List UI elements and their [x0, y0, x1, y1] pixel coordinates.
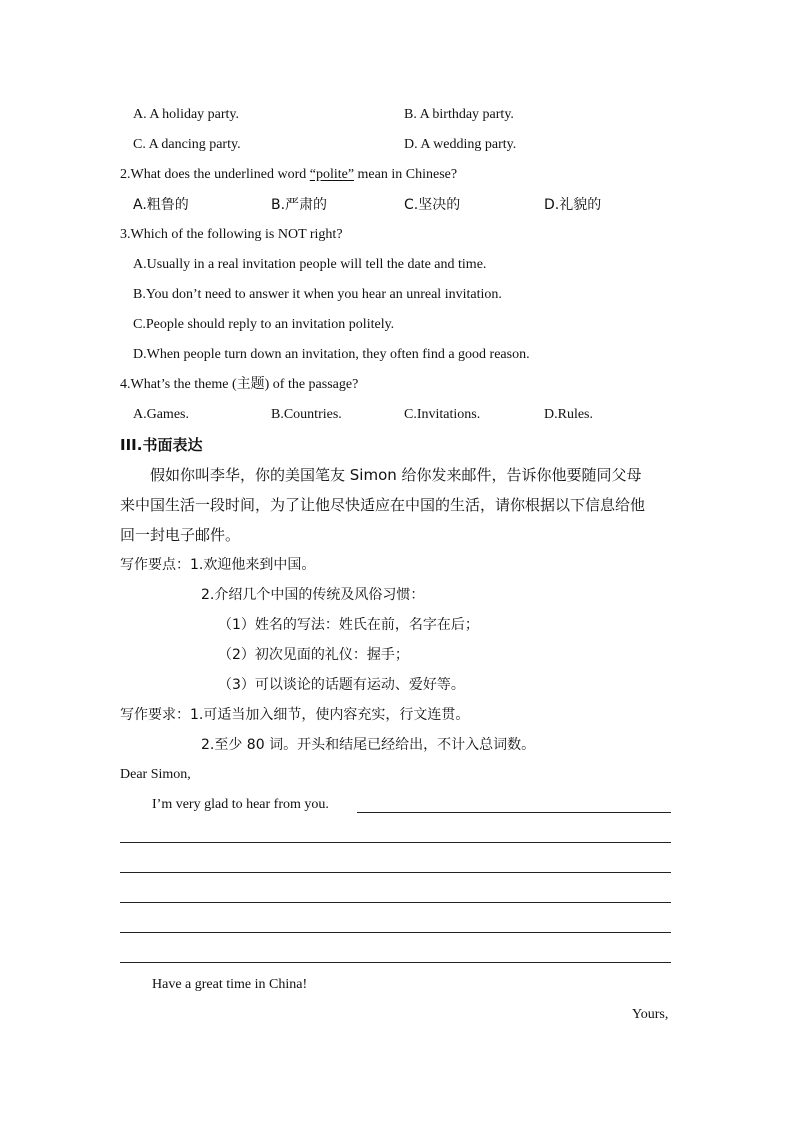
- q1-option-c: C. A dancing party.: [133, 137, 241, 152]
- point-2: 2.介绍几个中国的传统及风俗习惯：: [201, 587, 425, 603]
- letter-greeting: Dear Simon,: [120, 767, 191, 782]
- answer-line-5[interactable]: [120, 962, 671, 963]
- sub-point-2: （2）初次见面的礼仪：握手；: [218, 647, 409, 663]
- q1-option-d: D. A wedding party.: [404, 137, 517, 152]
- letter-opening: I’m very glad to hear from you.: [152, 797, 329, 812]
- section-heading: III.书面表达: [120, 436, 203, 454]
- writing-points: [120, 555, 315, 575]
- answer-line-4[interactable]: [120, 932, 671, 933]
- points-label: 写作要点：: [120, 557, 190, 573]
- q3-option-a: A.Usually in a real invitation people will tell the date and time.: [133, 257, 487, 272]
- requirement-1: 1.可适当加入细节，使内容充实，行文连贯。: [190, 707, 470, 723]
- q3-option-c: C.People should reply to an invitation politely.: [133, 317, 395, 332]
- writing-requirements: [120, 705, 469, 725]
- sub-point-3: （3）可以谈论的话题有运动、爱好等。: [218, 677, 465, 693]
- q2-option-d: D.礼貌的: [544, 197, 602, 213]
- q2-stem: [120, 165, 457, 185]
- answer-line-1[interactable]: [120, 842, 671, 843]
- letter-closing: Have a great time in China!: [152, 977, 308, 992]
- point-1: 1.欢迎他来到中国。: [190, 557, 316, 573]
- q2-option-a: A.粗鲁的: [133, 197, 189, 213]
- q1-option-a: A. A holiday party.: [133, 107, 240, 122]
- q4-option-b: B.Countries.: [271, 407, 342, 422]
- prompt-line-2: 来中国生活一段时间，为了让他尽快适应在中国的生活，请你根据以下信息给他: [120, 496, 646, 514]
- q4-option-c: C.Invitations.: [404, 407, 481, 422]
- answer-blank-inline[interactable]: [357, 812, 671, 813]
- q2-stem-suffix: mean in Chinese?: [354, 167, 458, 182]
- q3-option-d: D.When people turn down an invitation, they often find a good reason.: [133, 347, 530, 362]
- q4-option-a: A.Games.: [133, 407, 189, 422]
- prompt-line-3: 回一封电子邮件。: [120, 526, 241, 544]
- requirement-2: 2.至少 80 词。开头和结尾已经给出，不计入总词数。: [201, 737, 536, 753]
- q3-stem: 3.Which of the following is NOT right?: [120, 227, 343, 242]
- q2-stem-prefix: 2.What does the underlined word: [120, 167, 307, 182]
- q1-option-b: B. A birthday party.: [404, 107, 514, 122]
- prompt-line-1: 假如你叫李华，你的美国笔友 Simon 给你发来邮件，告诉你他要随同父母: [150, 466, 642, 484]
- q2-underlined-word: “polite”: [309, 167, 355, 182]
- answer-line-3[interactable]: [120, 902, 671, 903]
- q2-option-c: C.坚决的: [404, 197, 461, 213]
- q3-option-b: B.You don’t need to answer it when you hear an unreal invitation.: [133, 287, 502, 302]
- q2-option-b: B.严肃的: [271, 197, 328, 213]
- requirements-label: 写作要求：: [120, 707, 190, 723]
- q4-option-d: D.Rules.: [544, 407, 593, 422]
- letter-signoff: Yours,: [632, 1007, 669, 1022]
- sub-point-1: （1）姓名的写法：姓氏在前，名字在后；: [218, 617, 479, 633]
- q4-stem: 4.What’s the theme (主题) of the passage?: [120, 377, 359, 392]
- answer-line-2[interactable]: [120, 872, 671, 873]
